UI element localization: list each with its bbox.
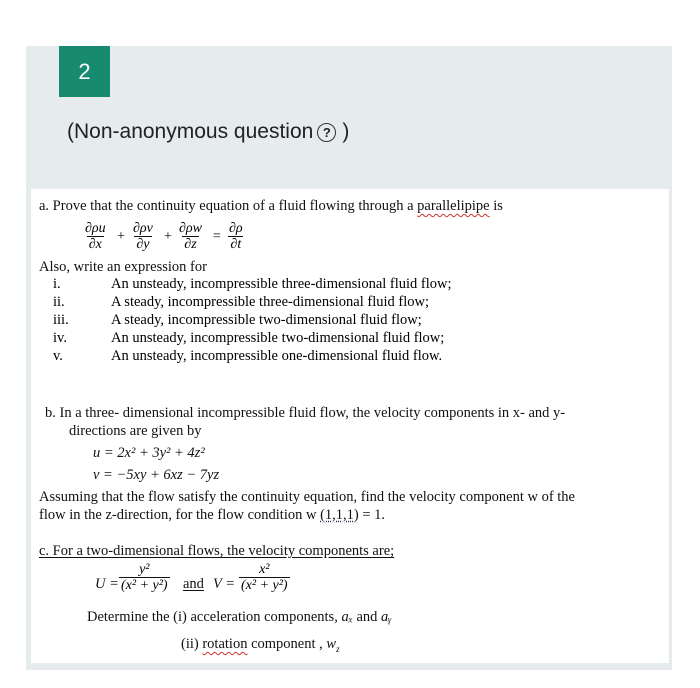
help-icon[interactable]: ? [317, 123, 336, 142]
question-title [67, 120, 349, 144]
part-a-also: Also, write an expression for [39, 259, 207, 275]
velocity-v-equation: v = −5xy + 6xz − 7yz [93, 467, 220, 483]
part-b-line4: flow in the z-direction, for the flow condition w (1,1,1) = 1. [39, 507, 386, 523]
list-item: An unsteady, incompressible three-dimensional fluid flow; [111, 276, 452, 292]
flow-condition: (1,1,1) [320, 507, 359, 523]
question-title-close: ) [342, 120, 350, 143]
list-item: A steady, incompressible three-dimensional fluid flow; [111, 294, 429, 310]
part-b-line2: directions are given by [69, 423, 202, 439]
V-fraction: $\frac{\text{x²}}{\text{(x² + y²)}}$ [241, 562, 288, 593]
velocity-u-equation: u = 2x² + 3y² + 4z² [93, 445, 205, 461]
parallelipipe-term: parallelipipe [417, 198, 490, 214]
list-item-num: iv. [53, 330, 67, 346]
list-item: An unsteady, incompressible two-dimensional fluid flow; [111, 330, 445, 346]
rotation-line: (ii) rotation component , $w_z$ [181, 636, 340, 654]
part-b-line1: b. In a three- dimensional incompressible fluid flow, the velocity components in x- and y- [45, 405, 566, 421]
question-title-text: (Non-anonymous question [67, 120, 314, 143]
question-image: a. Prove that the continuity equation of a fluid flowing through a parallelipipe is $\frac{\partial\rho u}{\partial x}$ + $\frac{\partial\rho v}{\partial y}$ + $\frac{\partial\rho w}{\partial z}$ = $\frac{\partial\rho}{\partial t}$ Also, write an expression for i. An unsteady, incompressible three-dimensional fluid flow; ii. A steady, incompressible three-dimensional fluid flow; iii. A steady, incompressible two-dimensional fluid flow; iv. An unsteady, incompressible two-dimensional fluid flow; v. An unsteady, incompressible one-dimensional fluid flow. b. In a three- dimensional incompressible fluid flow, the velocity components in x- and y- directions are given by u = 2x² + 3y² + 4z² v = −5xy + 6xz − 7yz Assuming that the flow satisfy the continuity equation, find the velocity component w of the flow in the z-direction, for the flow condition w (1,1,1) = 1. c. For a two-dimensional flows, the velocity components are; U = $\frac{\text{y²}}{\text{(x² + y²)}}$ and V = $\frac{\text{x²}}{\text{(x² + y²)}}$ Determine the (i) acceleration components, aₓ and aᵧ (ii) rotation component , $w_z$ [31, 189, 669, 663]
eq-term-w: $\frac{\partial\rho w}{\partial z}$ [179, 221, 202, 252]
part-a-intro: a. Prove that the continuity equation of a fluid flowing through a parallelipipe is [39, 198, 503, 214]
list-item: A steady, incompressible two-dimensional fluid flow; [111, 312, 422, 328]
eq-rhs: $\frac{\partial\rho}{\partial t}$ [229, 221, 243, 252]
U-fraction: $\frac{\text{y²}}{\text{(x² + y²)}}$ [121, 562, 168, 593]
list-item-num: v. [53, 348, 63, 364]
list-item-num: ii. [53, 294, 65, 310]
question-number: 2 [78, 58, 91, 84]
question-number-badge [59, 46, 110, 97]
list-item: An unsteady, incompressible one-dimensional fluid flow. [111, 348, 443, 364]
eq-term-v: $\frac{\partial\rho v}{\partial y}$ [133, 221, 153, 252]
part-c-intro: c. For a two-dimensional flows, the velocity components are; [39, 543, 395, 559]
part-b-line3: Assuming that the flow satisfy the continuity equation, find the velocity component w of the [39, 489, 575, 505]
list-item-num: i. [53, 276, 61, 292]
determine-line: Determine the (i) acceleration components, aₓ and aᵧ [87, 609, 392, 625]
list-item-num: iii. [53, 312, 69, 328]
eq-term-u: $\frac{\partial\rho u}{\partial x}$ [85, 221, 106, 252]
